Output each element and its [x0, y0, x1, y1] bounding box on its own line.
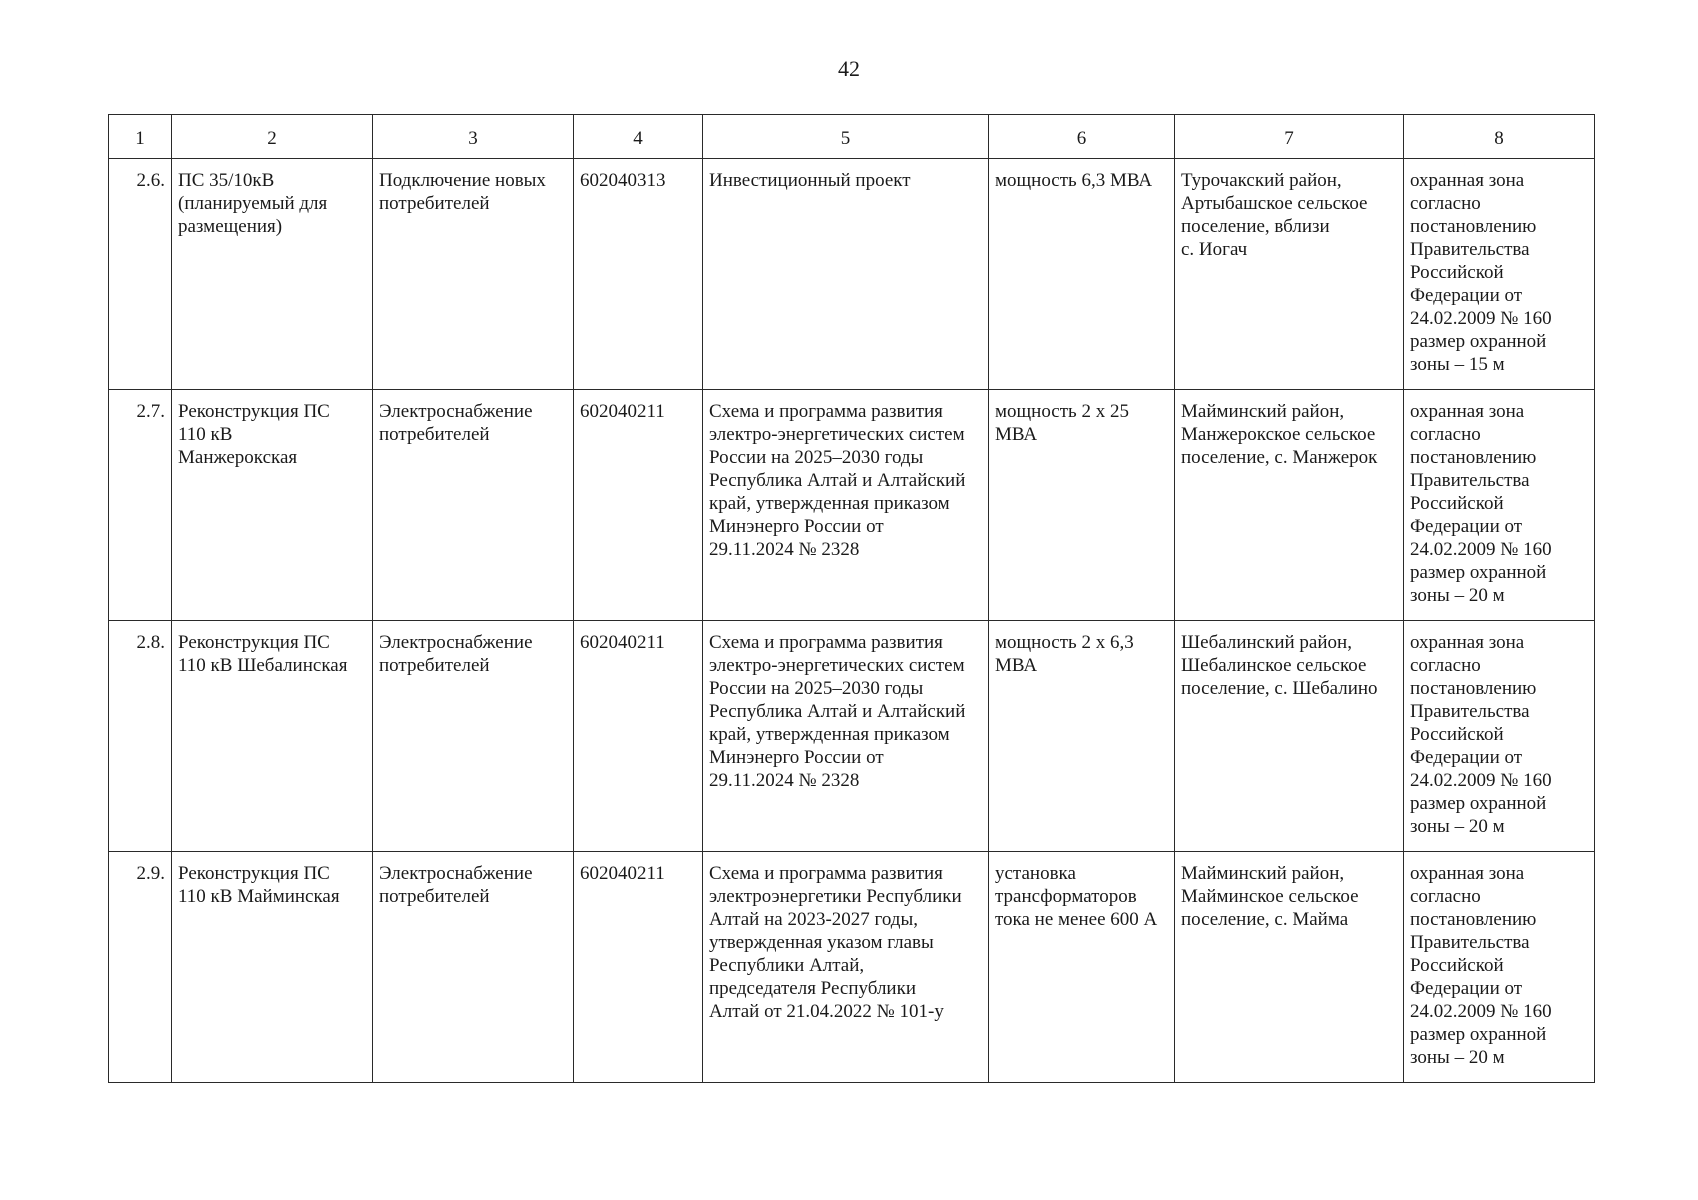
row-number: 2.7. [109, 390, 172, 621]
object-characteristics: установка трансформаторов тока не менее 600 А [989, 852, 1175, 1083]
object-basis: Схема и программа развития электроэнергетики Республики Алтай на 2023-2027 годы, утвержденная указом главы Республики Алтай, председателя Республики Алтай от 21.04.2022 № 101-у [703, 852, 989, 1083]
object-purpose: Электроснабжение потребителей [373, 621, 574, 852]
object-name: ПС 35/10кВ (планируемый для размещения) [172, 159, 373, 390]
object-zone: охранная зона согласно постановлению Правительства Российской Федерации от 24.02.2009 № 160 размер охранной зоны – 20 м [1404, 621, 1595, 852]
object-code: 602040211 [574, 621, 703, 852]
column-header: 3 [373, 115, 574, 159]
column-header: 1 [109, 115, 172, 159]
object-basis: Схема и программа развития электро-энергетических систем России на 2025–2030 годы Республика Алтай и Алтайский край, утвержденная приказом Минэнерго России от 29.11.2024 № 2328 [703, 621, 989, 852]
header-row [109, 115, 1595, 159]
object-basis: Схема и программа развития электро-энергетических систем России на 2025–2030 годы Республика Алтай и Алтайский край, утвержденная приказом Минэнерго России от 29.11.2024 № 2328 [703, 390, 989, 621]
object-location: Шебалинский район, Шебалинское сельское поселение, с. Шебалино [1175, 621, 1404, 852]
row-number: 2.9. [109, 852, 172, 1083]
object-code: 602040211 [574, 390, 703, 621]
object-characteristics: мощность 6,3 МВА [989, 159, 1175, 390]
object-zone: охранная зона согласно постановлению Правительства Российской Федерации от 24.02.2009 № 160 размер охранной зоны – 20 м [1404, 852, 1595, 1083]
column-header: 2 [172, 115, 373, 159]
object-purpose: Подключение новых потребителей [373, 159, 574, 390]
object-purpose: Электроснабжение потребителей [373, 390, 574, 621]
column-header: 4 [574, 115, 703, 159]
object-code: 602040313 [574, 159, 703, 390]
object-basis: Инвестиционный проект [703, 159, 989, 390]
object-name: Реконструкция ПС 110 кВ Шебалинская [172, 621, 373, 852]
object-characteristics: мощность 2 х 6,3 МВА [989, 621, 1175, 852]
table-row [109, 159, 1595, 390]
object-name: Реконструкция ПС 110 кВ Манжерокская [172, 390, 373, 621]
object-location: Майминский район, Майминское сельское поселение, с. Майма [1175, 852, 1404, 1083]
object-code: 602040211 [574, 852, 703, 1083]
object-characteristics: мощность 2 х 25 МВА [989, 390, 1175, 621]
row-number: 2.6. [109, 159, 172, 390]
object-location: Турочакский район, Артыбашское сельское поселение, вблизи с. Иогач [1175, 159, 1404, 390]
objects-table [108, 114, 1595, 1083]
object-zone: охранная зона согласно постановлению Правительства Российской Федерации от 24.02.2009 № 160 размер охранной зоны – 15 м [1404, 159, 1595, 390]
table-row [109, 852, 1595, 1083]
column-header: 8 [1404, 115, 1595, 159]
object-zone: охранная зона согласно постановлению Правительства Российской Федерации от 24.02.2009 № 160 размер охранной зоны – 20 м [1404, 390, 1595, 621]
object-purpose: Электроснабжение потребителей [373, 852, 574, 1083]
object-location: Майминский район, Манжерокское сельское поселение, с. Манжерок [1175, 390, 1404, 621]
column-header: 7 [1175, 115, 1404, 159]
column-header: 6 [989, 115, 1175, 159]
row-number: 2.8. [109, 621, 172, 852]
page-number: 42 [838, 56, 860, 81]
object-name: Реконструкция ПС 110 кВ Майминская [172, 852, 373, 1083]
table-row [109, 390, 1595, 621]
column-header: 5 [703, 115, 989, 159]
table-row [109, 621, 1595, 852]
